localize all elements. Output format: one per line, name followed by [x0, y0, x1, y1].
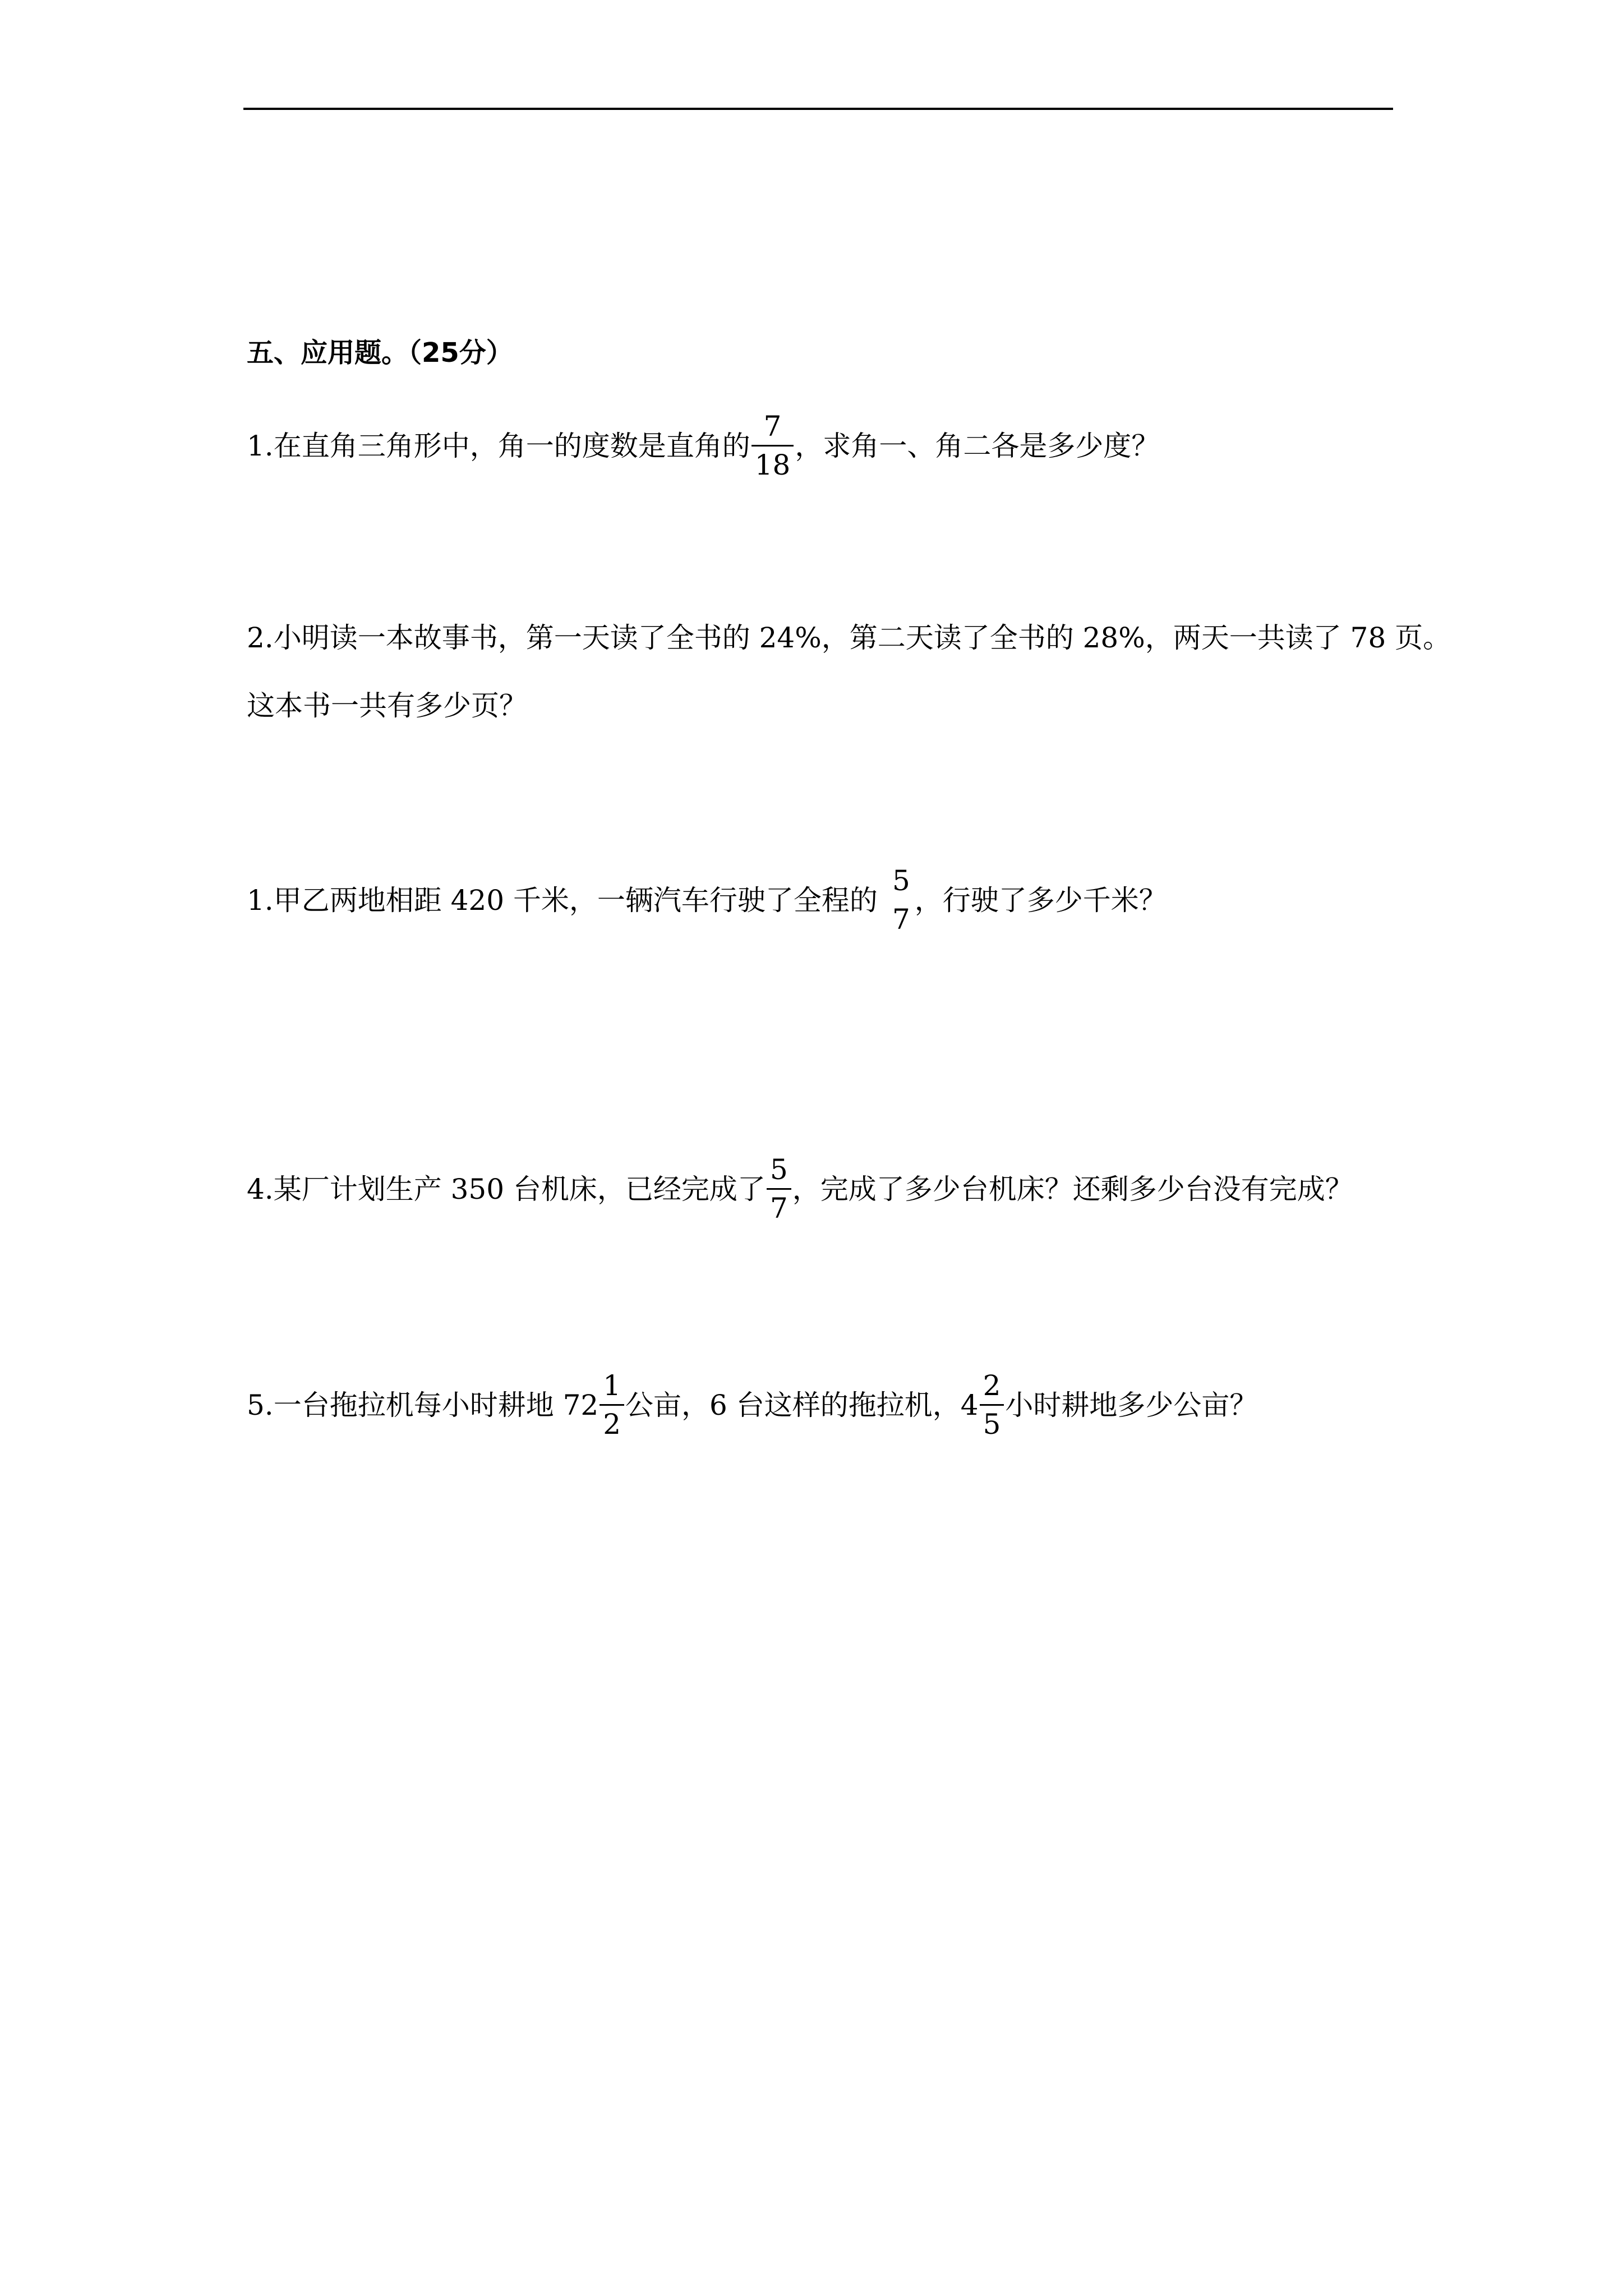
problem-4-text: 4.某厂计划生产 350 台机床，已经完成了: [247, 1172, 766, 1205]
problem-5-text: 5.一台拖拉机每小时耕地 72: [247, 1388, 599, 1421]
problem-1: [247, 412, 1159, 479]
fraction-numerator: 5: [892, 864, 910, 897]
problem-1-text: 1.在直角三角形中，角一的度数是直角的: [247, 429, 750, 462]
problem-4: [247, 1153, 1353, 1225]
fraction: [980, 1369, 1004, 1441]
fraction: [751, 412, 794, 479]
fraction: [767, 1153, 791, 1225]
fraction-denominator: 18: [754, 449, 791, 481]
problem-2-line-1: 2.小明读一本故事书，第一天读了全书的 24%，第二天读了全书的 28%，两天一共读了 78 页。: [247, 622, 1451, 654]
section-heading: 五、应用题。（25分）: [247, 337, 513, 369]
fraction-denominator: 7: [892, 903, 910, 936]
problem-3-text: 1.甲乙两地相距 420 千米，一辆汽车行驶了全程的: [247, 884, 878, 917]
fraction-numerator: 1: [603, 1369, 621, 1402]
fraction-numerator: 2: [983, 1369, 1001, 1402]
problem-3-suffix: ，行驶了多少千米？: [914, 884, 1167, 917]
problem-5-suffix: 小时耕地多少公亩？: [1005, 1388, 1258, 1421]
fraction-numerator: 7: [763, 410, 782, 443]
problem-4-suffix: ，完成了多少台机床？还剩多少台没有完成？: [792, 1172, 1353, 1205]
fraction: [600, 1369, 624, 1441]
problem-1-suffix: ，求角一、角二各是多少度？: [795, 429, 1160, 462]
problem-5-middle: 公亩，6 台这样的拖拉机，4: [625, 1388, 979, 1421]
problem-3: [247, 864, 1167, 936]
fraction-denominator: 5: [983, 1408, 1001, 1441]
fraction-denominator: 7: [769, 1192, 788, 1225]
fraction-denominator: 2: [603, 1408, 621, 1441]
problem-5: [247, 1369, 1258, 1441]
fraction: [889, 864, 914, 936]
fraction-numerator: 5: [769, 1153, 788, 1186]
header-rule: [243, 108, 1393, 110]
problem-2-line-2: 这本书一共有多少页？: [247, 689, 527, 722]
